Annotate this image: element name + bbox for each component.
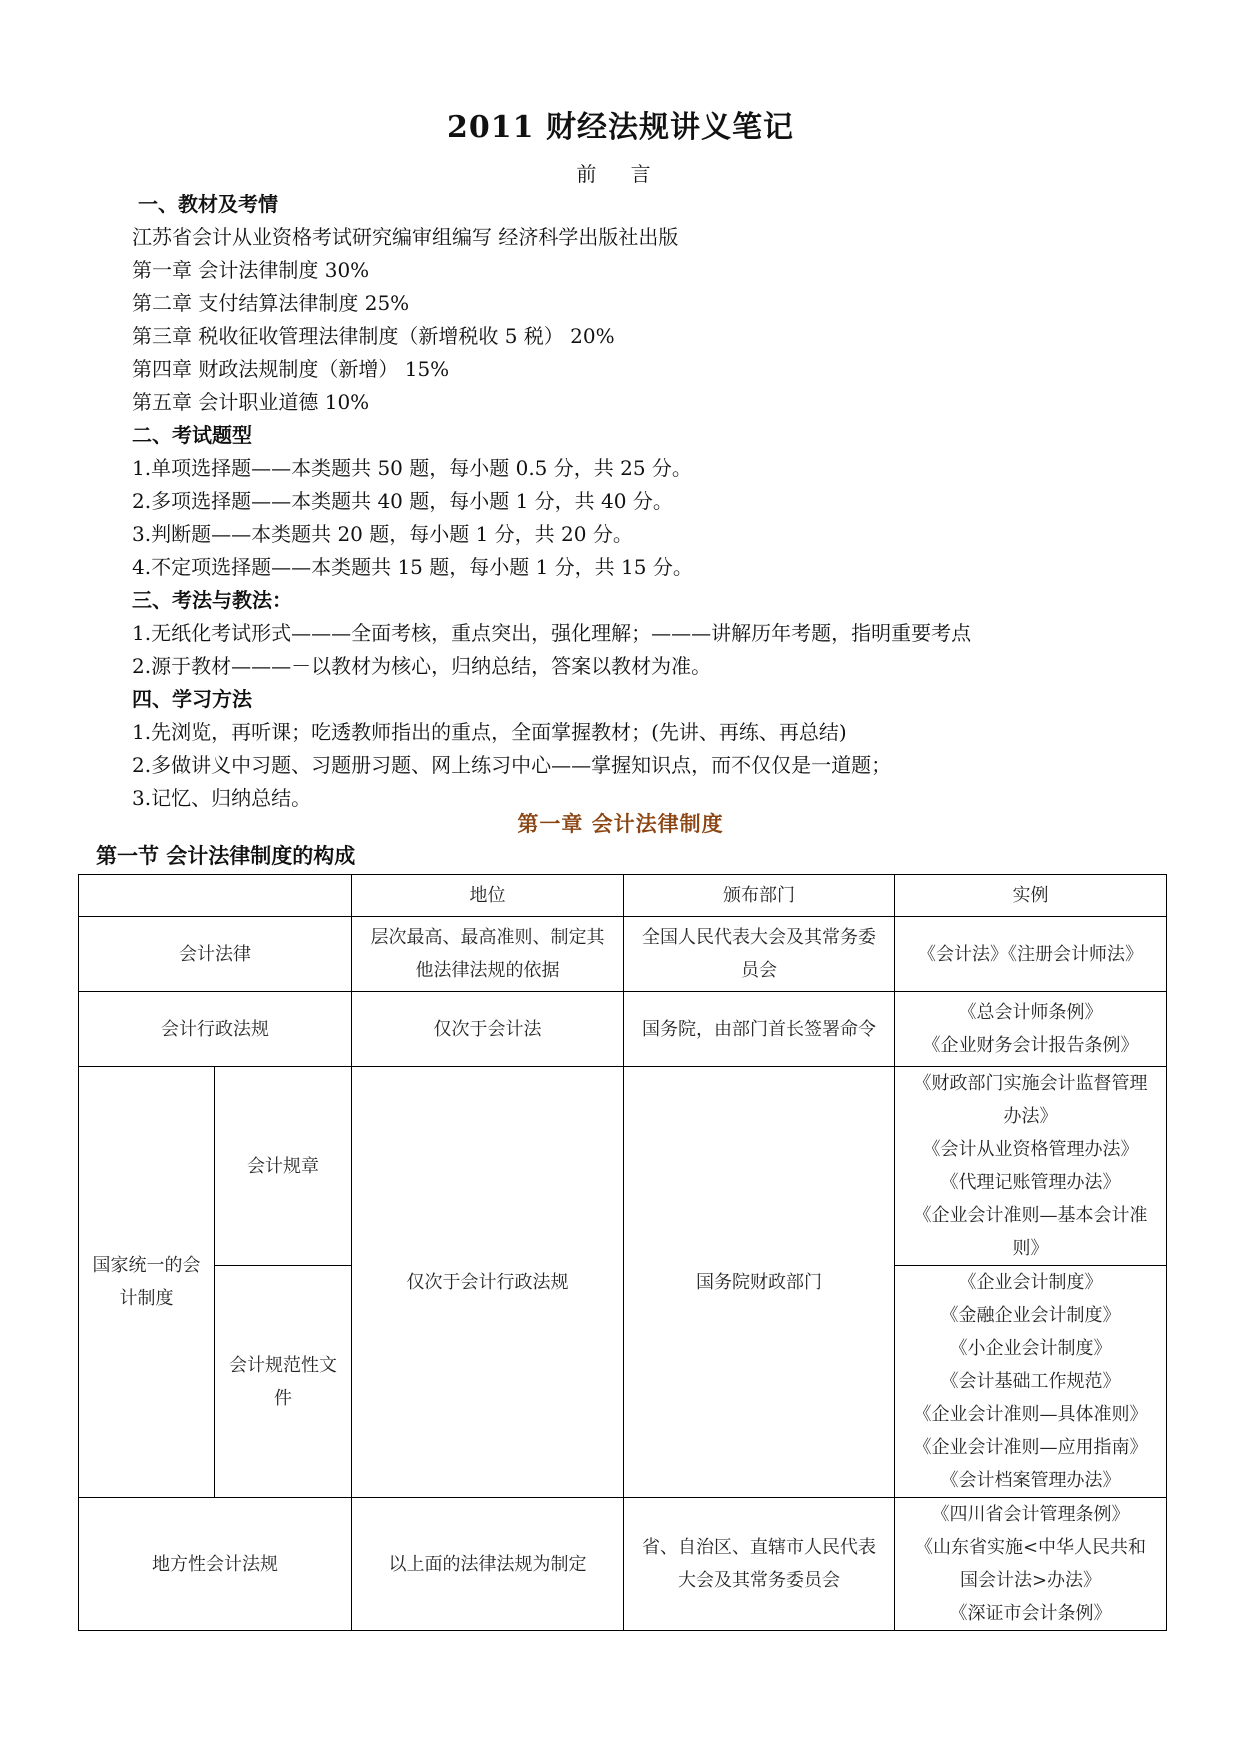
- table-cell: 会计行政法规: [79, 992, 352, 1067]
- cell-line: 《财政部门实施会计监督管理: [913, 1073, 1148, 1094]
- cell-line: 《四川省会计管理条例》: [931, 1504, 1130, 1525]
- table-cell: [895, 1266, 1167, 1498]
- text-line: 第一章 会计法律制度 30%: [132, 258, 370, 282]
- text-line: 4.不定项选择题——本类题共 15 题，每小题 1 分，共 15 分。: [132, 555, 693, 579]
- table-cell: 会计法律: [79, 917, 352, 992]
- table-header-empty: [79, 875, 352, 917]
- section-heading-textbook: 一、教材及考情: [138, 192, 278, 216]
- preface-body: [132, 188, 1132, 815]
- text-line: 2.多做讲义中习题、习题册习题、网上练习中心——掌握知识点，而不仅仅是一道题；: [132, 753, 892, 777]
- cell-line: 省、自治区、直辖市人民代表: [642, 1537, 876, 1558]
- text-line: 1.单项选择题——本类题共 50 题，每小题 0.5 分，共 25 分。: [132, 456, 692, 480]
- cell-line: 《代理记账管理办法》: [940, 1172, 1121, 1193]
- text-line: 江苏省会计从业资格考试研究编审组编写 经济科学出版社出版: [132, 225, 679, 249]
- text-line: 第三章 税收征收管理法律制度（新增税收 5 税） 20%: [132, 324, 615, 348]
- text-line: 第五章 会计职业道德 10%: [132, 390, 370, 414]
- cell-line: 《总会计师条例》: [958, 1002, 1103, 1023]
- preface-heading: 前 言: [576, 162, 665, 186]
- text-line: 2.多项选择题——本类题共 40 题，每小题 1 分，共 40 分。: [132, 489, 673, 513]
- cell-line: 国家统一的会: [92, 1255, 201, 1276]
- table-cell: 以上面的法律法规为制定: [352, 1498, 624, 1631]
- cell-line: 《山东省实施<中华人民共和: [914, 1537, 1147, 1558]
- cell-line: 则》: [1012, 1238, 1049, 1259]
- table-cell: 国务院财政部门: [624, 1067, 895, 1498]
- law-structure-table: [78, 874, 1167, 1631]
- section-heading-study: 四、学习方法: [132, 687, 252, 711]
- section-title: 第一节 会计法律制度的构成: [96, 843, 356, 868]
- cell-line: 《会计档案管理办法》: [940, 1470, 1121, 1491]
- text-line: 2.源于教材———－以教材为核心，归纳总结，答案以教材为准。: [132, 654, 712, 678]
- table-header-cell: 颁布部门: [624, 875, 895, 917]
- cell-line: 《小企业会计制度》: [949, 1338, 1112, 1359]
- chapter-title: 第一章 会计法律制度: [517, 811, 724, 836]
- table-cell: [895, 1067, 1167, 1266]
- section-heading-methods: 三、考法与教法：: [132, 588, 292, 612]
- cell-line: 全国人民代表大会及其常务委: [642, 927, 876, 948]
- cell-line: 他法律法规的依据: [415, 960, 560, 981]
- table-cell: 会计规章: [215, 1067, 352, 1266]
- cell-line: 会计规范性文: [229, 1354, 337, 1376]
- table-cell: 仅次于会计法: [352, 992, 624, 1067]
- cell-line: 《企业会计制度》: [958, 1272, 1103, 1293]
- table-row: [79, 1498, 1167, 1631]
- cell-line: 《会计基础工作规范》: [940, 1371, 1121, 1392]
- text-line: 1.先浏览，再听课；吃透教师指出的重点，全面掌握教材；(先讲、再练、再总结): [132, 720, 847, 744]
- section-heading-question-types: 二、考试题型: [132, 423, 252, 447]
- table-cell: [624, 917, 895, 992]
- text-line: 第四章 财政法规制度（新增） 15%: [132, 357, 450, 381]
- table-header-row: [79, 875, 1167, 917]
- text-line: 3.判断题——本类题共 20 题，每小题 1 分，共 20 分。: [132, 522, 633, 546]
- table-row: [79, 917, 1167, 992]
- cell-line: 件: [274, 1387, 292, 1409]
- table-cell: 《会计法》《注册会计师法》: [895, 917, 1167, 992]
- table-cell: [624, 1498, 895, 1631]
- table-cell: [352, 917, 624, 992]
- text-line: 3.记忆、归纳总结。: [132, 786, 312, 810]
- cell-line: 《金融企业会计制度》: [940, 1305, 1121, 1326]
- table-row: [79, 1067, 1167, 1266]
- table-cell: [895, 992, 1167, 1067]
- cell-line: 计制度: [119, 1288, 174, 1309]
- cell-line: 层次最高、最高准则、制定其: [370, 927, 605, 948]
- text-line: 1.无纸化考试形式———全面考核，重点突出，强化理解；———讲解历年考题，指明重要考点: [132, 621, 972, 645]
- cell-line: 办法》: [1003, 1106, 1058, 1127]
- table-cell: 地方性会计法规: [79, 1498, 352, 1631]
- cell-line: 员会: [741, 960, 777, 981]
- table-cell: 国务院，由部门首长签署命令: [624, 992, 895, 1067]
- table-cell: [895, 1498, 1167, 1631]
- cell-line: 《会计从业资格管理办法》: [922, 1139, 1139, 1160]
- table-header-cell: 实例: [895, 875, 1167, 917]
- document-title: 2011 财经法规讲义笔记: [447, 110, 794, 145]
- cell-line: 大会及其常务委员会: [678, 1570, 840, 1591]
- table-header-cell: 地位: [352, 875, 624, 917]
- cell-line: 《深证市会计条例》: [949, 1603, 1112, 1624]
- cell-line: 国会计法>办法》: [959, 1570, 1102, 1591]
- table-cell: 仅次于会计行政法规: [352, 1067, 624, 1498]
- cell-line: 《企业会计准则—基本会计准: [913, 1205, 1148, 1226]
- table-cell: [215, 1266, 352, 1498]
- cell-line: 《企业财务会计报告条例》: [922, 1035, 1139, 1056]
- cell-line: 《企业会计准则—应用指南》: [913, 1437, 1148, 1458]
- table-row: [79, 992, 1167, 1067]
- text-line: 第二章 支付结算法律制度 25%: [132, 291, 410, 315]
- table-cell: [79, 1067, 215, 1498]
- cell-line: 《企业会计准则—具体准则》: [913, 1404, 1148, 1425]
